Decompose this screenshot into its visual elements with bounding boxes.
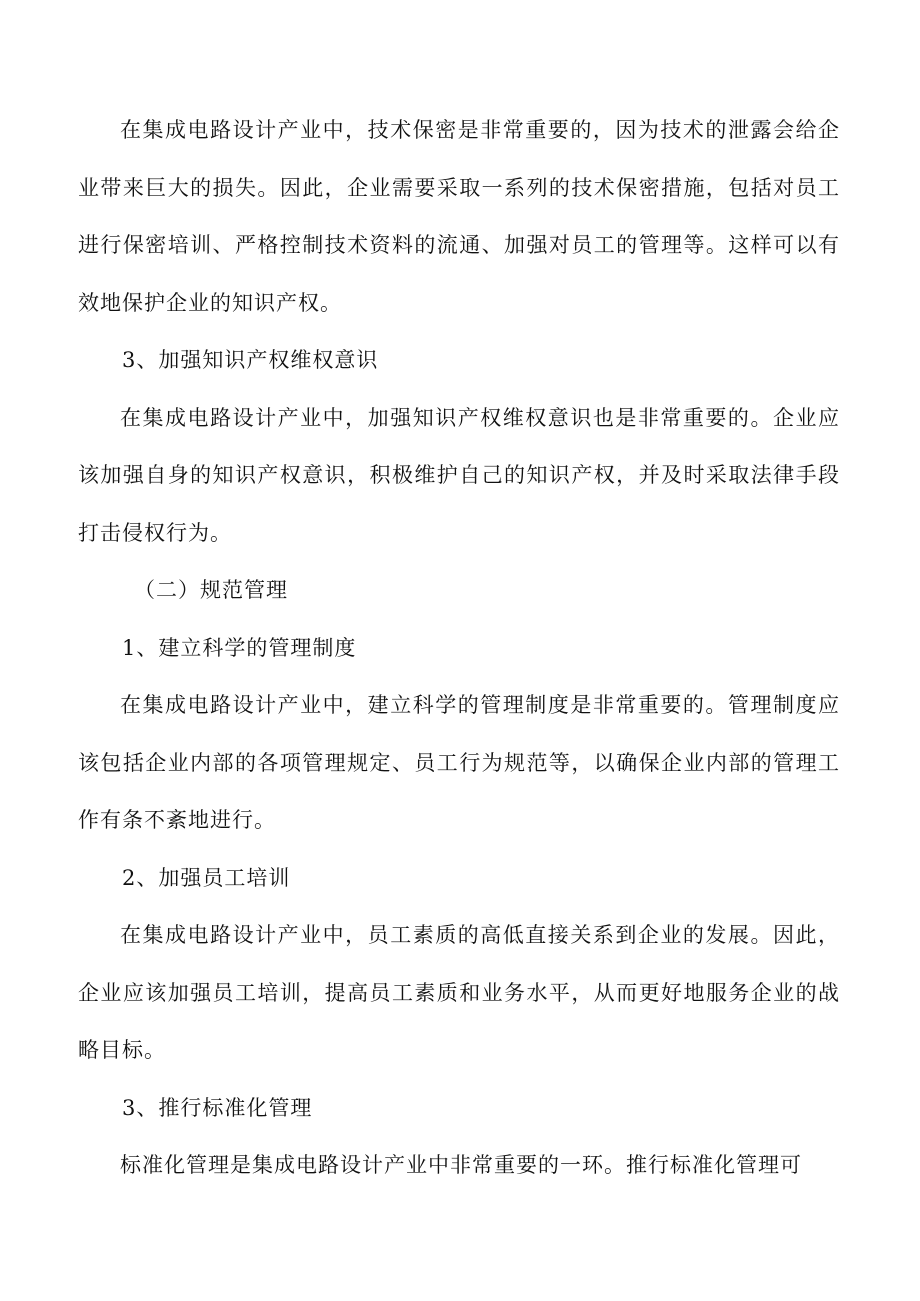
paragraph-staff-training: 在集成电路设计产业中，员工素质的高低直接关系到企业的发展。因此，企业应该加强员工培训，提高员工素质和业务水平，从而更好地服务企业的战略目标。 bbox=[78, 923, 840, 1062]
heading-staff-training: 2、加强员工培训 bbox=[122, 865, 291, 890]
paragraph-standardization: 标准化管理是集成电路设计产业中非常重要的一环。推行标准化管理可 bbox=[120, 1153, 802, 1177]
section-title-standard-management: （二）规范管理 bbox=[134, 578, 288, 602]
heading-management-system: 1、建立科学的管理制度 bbox=[122, 635, 357, 660]
paragraph-tech-secrecy: 在集成电路设计产业中，技术保密是非常重要的，因为技术的泄露会给企业带来巨大的损失。因此，企业需要采取一系列的技术保密措施，包括对员工进行保密培训、严格控制技术资料的流通、加强对员工的管理等。这样可以有效地保护企业的知识产权。 bbox=[78, 118, 840, 315]
heading-standardization: 3、推行标准化管理 bbox=[122, 1095, 313, 1120]
document-page bbox=[78, 102, 840, 1195]
paragraph-ip-rights-awareness: 在集成电路设计产业中，加强知识产权维权意识也是非常重要的。企业应该加强自身的知识产权意识，积极维护自己的知识产权，并及时采取法律手段打击侵权行为。 bbox=[78, 405, 840, 545]
paragraph-management-system: 在集成电路设计产业中，建立科学的管理制度是非常重要的。管理制度应该包括企业内部的各项管理规定、员工行为规范等，以确保企业内部的管理工作有条不紊地进行。 bbox=[78, 693, 840, 832]
heading-ip-rights-awareness: 3、加强知识产权维权意识 bbox=[122, 348, 379, 372]
